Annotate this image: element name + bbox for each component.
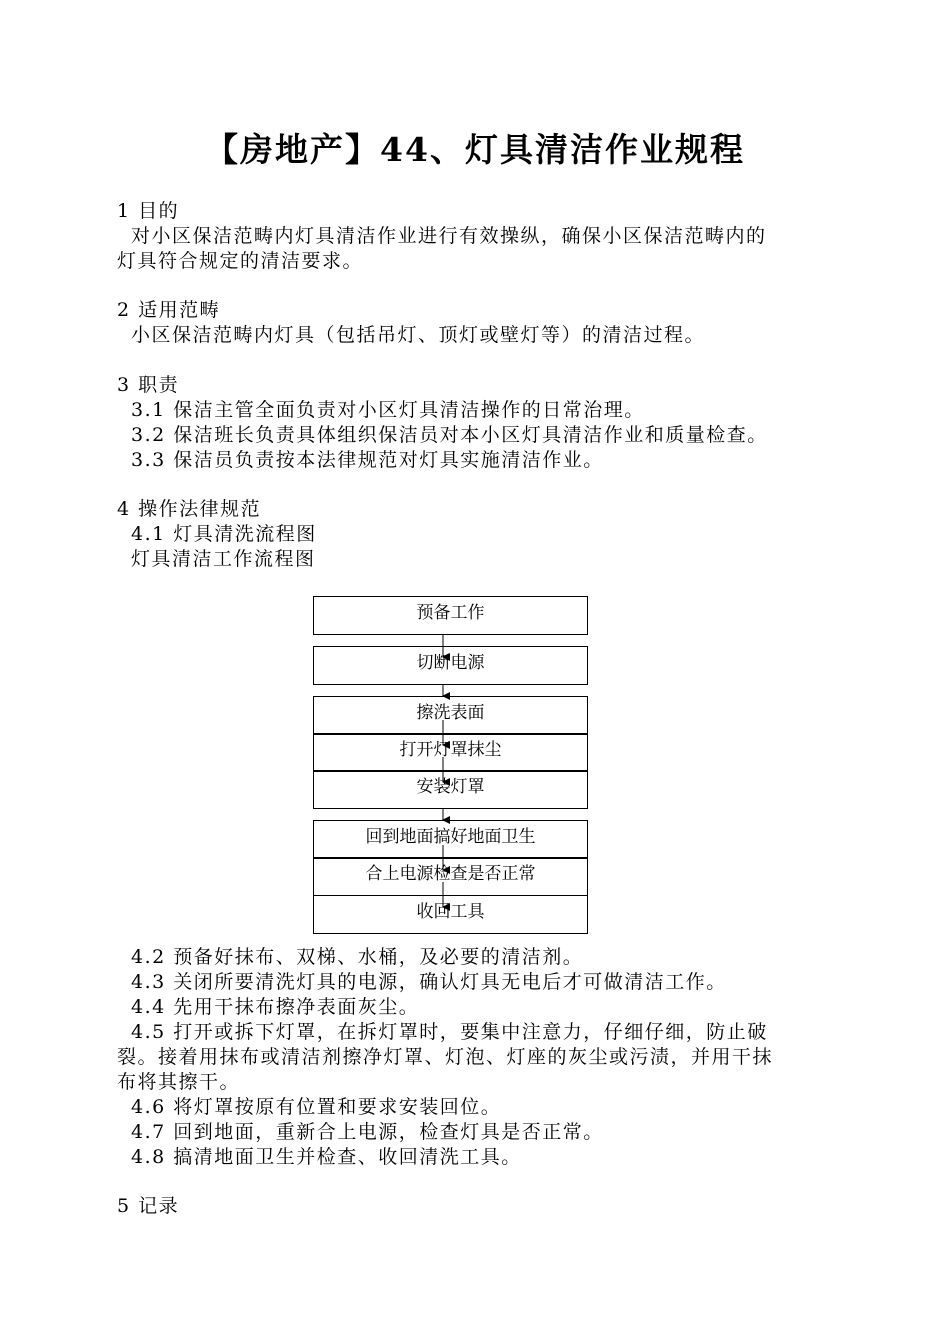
flow-step-7: 合上电源检查是否正常	[313, 857, 588, 896]
item-3-3: 3.3 保洁员负责按本法律规范对灯具实施清洁作业。	[131, 449, 604, 471]
section-2-text: 小区保洁范畴内灯具（包括吊灯、顶灯或壁灯等）的清洁过程。	[131, 324, 706, 346]
flow-step-2: 切断电源	[313, 646, 588, 685]
item-4-1: 4.1 灯具清洗流程图	[131, 523, 317, 545]
section-1-text-line-2: 灯具符合规定的清洁要求。	[117, 250, 364, 272]
section-4-heading: 4 操作法律规范	[117, 498, 262, 520]
flow-step-8: 收回工具	[313, 895, 588, 934]
flow-step-1: 预备工作	[313, 596, 588, 635]
item-4-7: 4.7 回到地面，重新合上电源，检查灯具是否正常。	[131, 1121, 604, 1143]
item-4-6: 4.6 将灯罩按原有位置和要求安装回位。	[131, 1096, 502, 1118]
item-4-5-line-3: 布将其擦干。	[117, 1071, 241, 1093]
item-3-2: 3.2 保洁班长负责具体组织保洁员对本小区灯具清洁作业和质量检查。	[131, 424, 768, 446]
item-4-3: 4.3 关闭所要清洗灯具的电源，确认灯具无电后才可做清洁工作。	[131, 971, 727, 993]
section-2-heading: 2 适用范畴	[117, 299, 221, 321]
flow-step-4: 打开灯罩抹尘	[313, 733, 588, 772]
item-4-2: 4.2 预备好抹布、双梯、水桶，及必要的清洁剂。	[131, 946, 584, 968]
flowchart-caption: 灯具清洁工作流程图	[131, 548, 316, 570]
item-3-1: 3.1 保洁主管全面负责对小区灯具清洁操作的日常治理。	[131, 399, 645, 421]
item-4-4: 4.4 先用干抹布擦净表面灰尘。	[131, 996, 420, 1018]
section-1-text-line-1: 对小区保洁范畴内灯具清洁作业进行有效操纵，确保小区保洁范畴内的	[131, 225, 767, 247]
section-1-heading: 1 目的	[117, 200, 180, 222]
page-title: 【房地产】44、灯具清洁作业规程	[205, 130, 745, 169]
section-5-heading: 5 记录	[117, 1195, 180, 1217]
item-4-8: 4.8 搞清地面卫生并检查、收回清洗工具。	[131, 1146, 522, 1168]
section-3-heading: 3 职责	[117, 374, 180, 396]
flow-step-3: 擦洗表面	[313, 696, 588, 735]
item-4-5-line-2: 裂。接着用抹布或清洁剂擦净灯罩、灯泡、灯座的灰尘或污渍，并用干抹	[117, 1046, 774, 1068]
flow-step-6: 回到地面搞好地面卫生	[313, 820, 588, 859]
item-4-5-line-1: 4.5 打开或拆下灯罩，在拆灯罩时，要集中注意力，仔细仔细，防止破	[131, 1021, 768, 1043]
flow-step-5: 安装灯罩	[313, 770, 588, 809]
